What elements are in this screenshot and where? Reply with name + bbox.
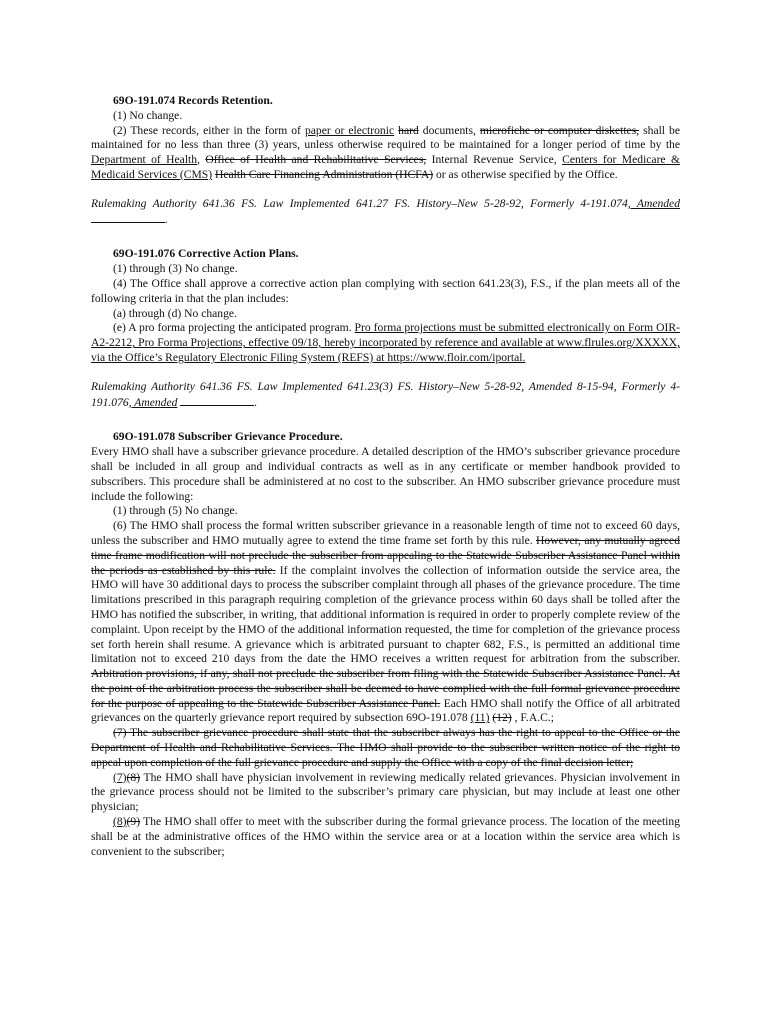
section-heading: 69O-191.078 Subscriber Grievance Procedure. <box>113 430 343 444</box>
section-heading: 69O-191.074 Records Retention. <box>113 94 273 107</box>
blank-line <box>180 395 254 406</box>
inserted-text: (8) <box>113 815 127 829</box>
document-body <box>91 94 680 859</box>
inserted-text: , Amended <box>128 395 178 409</box>
inserted-text: , Amended <box>627 196 681 210</box>
section-records-retention <box>91 94 680 227</box>
deleted-text: Arbitration provisions, if any, shall not preclude the subscriber from filing with the Statewide Subscriber Assistance Panel. At the point of the arbitration process the subscriber shall be deemed to have complied with the full formal grievance procedure for the purpose of appealing to the Statewide Subscriber Assistance Panel. <box>91 667 680 710</box>
deleted-text: (7) The subscriber grievance procedure shall state that the subscriber always has the right to appeal to the Office or the Department of Health and Rehabilitative Services. The HMO shall provide to the subscriber written notice of the right to appeal upon completion of the full grievance procedure and supply the Office with a copy of the final decision letter; <box>91 726 680 769</box>
deleted-text: (9) <box>126 815 141 829</box>
paragraph: (7)(8) The HMO shall have physician involvement in reviewing medically related grievances. Physician involvement in the grievance process should not be limited to the subscriber’s primary care physician, but may include at least one other physician; <box>91 770 680 814</box>
paragraph: (8)(9) The HMO shall offer to meet with the subscriber during the formal grievance process. The location of the meeting shall be at the administrative offices of the HMO within the service area or at a location within the service area which is convenient to the subscriber; <box>91 815 680 858</box>
inserted-text: Centers for Medicare & Medicaid Services (CMS) <box>91 153 680 181</box>
section-subscriber-grievance <box>91 430 680 859</box>
deleted-text: (12) <box>492 711 512 725</box>
paragraph: (4) The Office shall approve a corrective action plan complying with section 641.23(3), F.S., if the plan meets all of the following criteria in that the plan includes: <box>91 276 680 305</box>
paragraph <box>91 726 680 770</box>
paragraph: (2) These records, either in the form of paper or electronic hard documents, microfiche or computer diskettes, shall be maintained for no less than three (3) years, unless otherwise required to be maintained for a longer period of time by the Department of Health, Office of Health and Rehabilitative Services, Internal Revenue Service, Centers for Medicare & Medicaid Services (CMS) Health Care Financing Administration (HCFA) or as otherwise specified by the Office. <box>91 123 680 181</box>
deleted-text: Office of Health and Rehabilitative Services, <box>205 153 427 167</box>
deleted-text: Health Care Financing Administration (HCFA) <box>214 167 434 181</box>
paragraph: (1) No change. <box>113 108 183 122</box>
paragraph: (1) through (3) No change. <box>113 262 238 276</box>
inserted-text: Department of Health <box>91 153 198 167</box>
history-note: Rulemaking Authority 641.36 FS. Law Implemented 641.23(3) FS. History–New 5-28-92, Amended 8-15-94, Formerly 4-191.076, Amended . <box>91 379 680 409</box>
deleted-text: microfiche or computer diskettes, <box>479 123 640 137</box>
blank-line <box>91 212 165 223</box>
history-note: Rulemaking Authority 641.36 FS. Law Implemented 641.27 FS. History–New 5-28-92, Formerly 4-191.074, Amended . <box>91 196 681 226</box>
deleted-text: (8) <box>126 770 141 784</box>
paragraph: (e) A pro forma projecting the anticipated program. Pro forma projections must be submitted electronically on Form OIR-A2-2212, Pro Forma Projections, effective 09/18, hereby incorporated by reference and available at www.flrules.org/XXXXX, via the Office’s Regulatory Electronic Filing System (REFS) at https://www.floir.com/iportal. <box>91 321 680 364</box>
inserted-text: (11) <box>470 711 490 725</box>
section-heading: 69O-191.076 Corrective Action Plans. <box>113 247 299 261</box>
paragraph: Every HMO shall have a subscriber grievance procedure. A detailed description of the HMO’s subscriber grievance procedure shall be included in all group and individual contracts as well as in any certificate or member handbook provided to subscribers. This procedure shall be administered at no cost to the subscriber. An HMO subscriber grievance procedure must include the following: <box>91 445 680 503</box>
deleted-text: hard <box>398 123 419 137</box>
paragraph: (a) through (d) No change. <box>113 306 237 320</box>
inserted-text: (7) <box>113 770 127 784</box>
paragraph: (6) The HMO shall process the formal written subscriber grievance in a reasonable length of time not to exceed 60 days, unless the subscriber and HMO mutually agree to extend the time frame set forth by this rule. However, any mutually agreed time frame modification will not preclude the subscriber from appealing to the Statewide Subscriber Assistance Panel within the periods as established by this rule. If the complaint involves the collection of information outside the service area, the HMO will have 30 additional days to process the subscriber complaint through all phases of the grievance procedure. The time limitations prescribed in this paragraph requiring completion of the grievance process within 60 days shall be tolled after the HMO has notified the subscriber, in writing, that additional information is required in order to properly complete review of the complaint. Upon receipt by the HMO of the additional information requested, the time for completion of the grievance process set forth herein shall resume. A grievance which is arbitrated pursuant to chapter 682, F.S., is permitted an additional time limitation not to exceed 210 days from the date the HMO receives a written request for arbitration from the subscriber. Arbitration provisions, if any, shall not preclude the subscriber from filing with the Statewide Subscriber Assistance Panel. At the point of the arbitration process the subscriber shall be deemed to have complied with the full formal grievance procedure for the purpose of appealing to the Statewide Subscriber Assistance Panel. Each HMO shall notify the Office of all arbitrated grievances on the quarterly grievance report required by subsection 69O-191.078 (11) (12) , F.A.C.; <box>91 519 681 725</box>
inserted-text: paper or electronic <box>304 123 395 137</box>
paragraph: (1) through (5) No change. <box>113 504 238 518</box>
section-corrective-action-plans <box>91 247 680 410</box>
deleted-text: However, any mutually agreed time frame modification will not preclude the subscriber from appealing to the Statewide Subscriber Assistance Panel within the periods as established by this rule. <box>91 533 680 577</box>
inserted-text: Pro forma projections must be submitted electronically on Form OIR-A2-2212, Pro Forma Projections, effective 09/18, hereby incorporated by reference and available at www.flrules.org/XXXXX, via the Office’s Regulatory Electronic Filing System (REFS) at https://www.floir.com/iportal. <box>91 321 680 364</box>
